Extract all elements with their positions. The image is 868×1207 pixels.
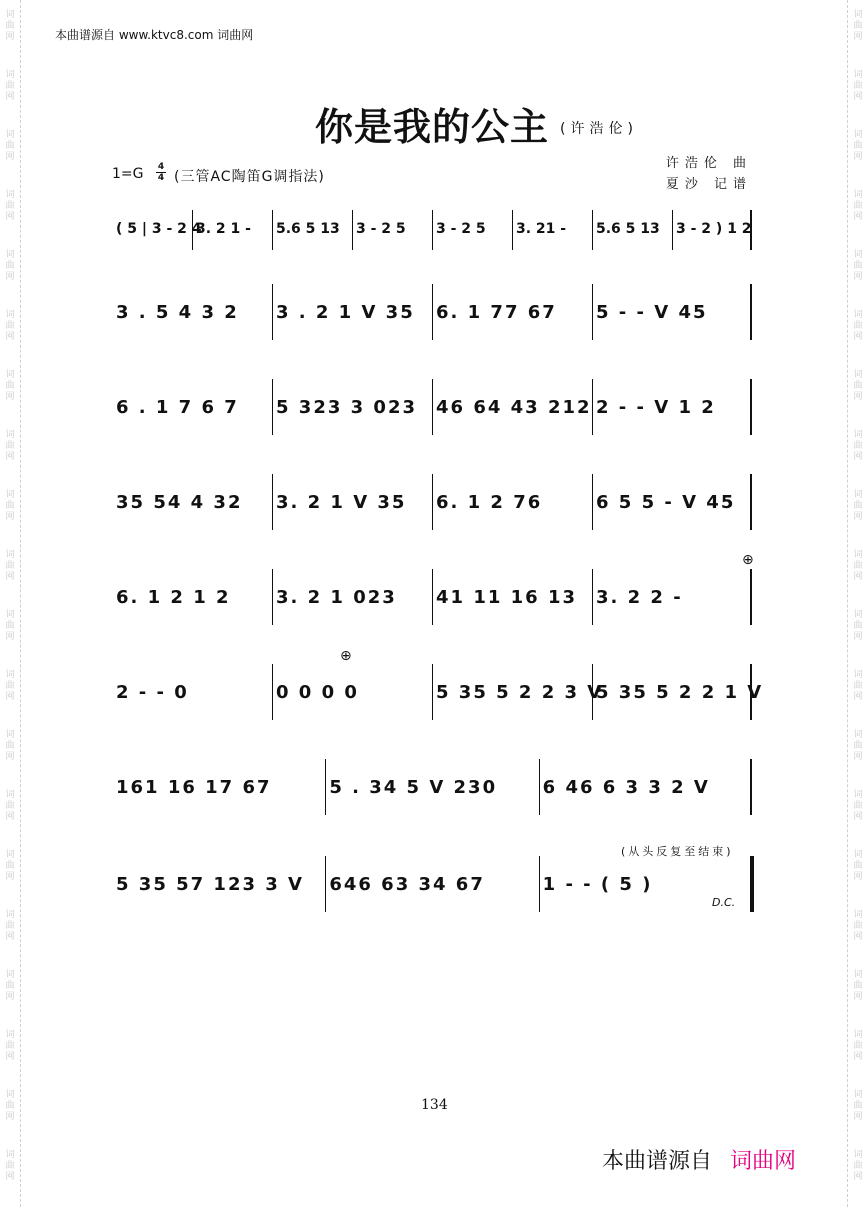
barline bbox=[512, 210, 513, 250]
measure: 3 - 2 ) 1 2 bbox=[676, 221, 752, 237]
meter-bottom: 4 bbox=[157, 173, 165, 183]
measure: 3. 2 1 V 35 bbox=[276, 492, 407, 513]
system-end-barline bbox=[750, 474, 752, 530]
system-end-barline bbox=[750, 569, 752, 625]
margin-watermark: 词 曲 网 bbox=[853, 1150, 863, 1182]
system-end-barline bbox=[750, 856, 754, 912]
measure: 6. 1 77 67 bbox=[436, 302, 557, 323]
margin-watermark: 词 曲 网 bbox=[853, 190, 863, 222]
measure: 35 54 4 32 bbox=[116, 492, 243, 513]
margin-watermark: 词 曲 网 bbox=[853, 910, 863, 942]
repeat-instruction: (从头反复至结束) bbox=[621, 845, 734, 858]
measure: 2 - - 0 bbox=[116, 682, 189, 703]
measure: 3 - 2 5 bbox=[356, 221, 406, 237]
margin-watermark: 词 曲 网 bbox=[853, 250, 863, 282]
composer-credit: 许浩伦 曲 bbox=[665, 156, 752, 171]
measure: 46 64 43 212 bbox=[436, 397, 592, 418]
page-number: 134 bbox=[421, 1097, 448, 1113]
footer-credit bbox=[602, 1144, 796, 1175]
da-capo-mark: D.C. bbox=[712, 896, 736, 909]
measure: 5 . 34 5 V 230 bbox=[329, 777, 498, 798]
barline bbox=[592, 664, 593, 720]
margin-watermark: 词 曲 网 bbox=[853, 850, 863, 882]
measure: 5 323 3 023 bbox=[276, 397, 417, 418]
measure: 6 5 5 - V 45 bbox=[596, 492, 736, 513]
song-title: 你是我的公主 bbox=[315, 104, 550, 149]
margin-watermark: 词 曲 网 bbox=[5, 670, 15, 702]
title-artist-note: (许浩伦) bbox=[560, 121, 638, 137]
key-signature: 1=G bbox=[112, 166, 144, 182]
barline bbox=[432, 379, 433, 435]
measure: 0 0 0 0 bbox=[276, 682, 359, 703]
measure: 5 - - V 45 bbox=[596, 302, 708, 323]
margin-watermark: 词 曲 网 bbox=[853, 70, 863, 102]
measure: 6 . 1 7 6 7 bbox=[116, 397, 239, 418]
transcriber-credit: 夏沙 记谱 bbox=[665, 177, 752, 192]
system-end-barline bbox=[750, 664, 752, 720]
margin-watermark: 词 曲 网 bbox=[5, 370, 15, 402]
barline bbox=[432, 284, 433, 340]
margin-watermark: 词 曲 网 bbox=[5, 850, 15, 882]
barline bbox=[272, 664, 273, 720]
footer-text: 本曲谱源自 bbox=[602, 1149, 713, 1174]
margin-watermark: 词 曲 网 bbox=[853, 1030, 863, 1062]
system-end-barline bbox=[750, 759, 752, 815]
barline bbox=[432, 474, 433, 530]
barline bbox=[592, 474, 593, 530]
source-line: 本曲谱源自 www.ktvc8.com 词曲网 bbox=[55, 28, 254, 42]
margin-watermark: 词 曲 网 bbox=[5, 910, 15, 942]
system-end-barline bbox=[750, 379, 752, 435]
measure: 3. 21 - bbox=[516, 221, 567, 237]
barline bbox=[592, 210, 593, 250]
measure: 3. 2 1 - bbox=[196, 221, 251, 237]
measure: 5 35 5 2 2 3 V bbox=[436, 682, 604, 703]
margin-watermark: 词 曲 网 bbox=[5, 970, 15, 1002]
margin-watermark: 词 曲 网 bbox=[5, 490, 15, 522]
margin-watermark: 词 曲 网 bbox=[853, 310, 863, 342]
measure: 6. 1 2 76 bbox=[436, 492, 543, 513]
footer-brand: 词曲网 bbox=[730, 1149, 797, 1174]
measure: 3 . 5 4 3 2 bbox=[116, 302, 239, 323]
margin-watermark: 词 曲 网 bbox=[853, 130, 863, 162]
barline bbox=[592, 284, 593, 340]
margin-watermark: 词 曲 网 bbox=[5, 610, 15, 642]
barline bbox=[672, 210, 673, 250]
margin-watermark: 词 曲 网 bbox=[5, 70, 15, 102]
measure: 3. 2 1 023 bbox=[276, 587, 397, 608]
barline bbox=[272, 569, 273, 625]
meter-top: 4 bbox=[157, 162, 165, 172]
margin-watermark: 词 曲 网 bbox=[853, 730, 863, 762]
measure: 5.6 5 13 bbox=[276, 221, 340, 237]
barline bbox=[325, 856, 326, 912]
left-margin-watermark-strip bbox=[0, 0, 21, 1207]
measure: 5 35 57 123 3 V bbox=[116, 874, 304, 895]
barline bbox=[592, 379, 593, 435]
margin-watermark: 词 曲 网 bbox=[5, 790, 15, 822]
coda-sign: ⊕ bbox=[340, 648, 352, 664]
measure: 1 - - ( 5 ) bbox=[542, 874, 653, 895]
barline bbox=[539, 856, 540, 912]
barline bbox=[325, 759, 326, 815]
measure: ( 5 | 3 - 2 4 bbox=[116, 221, 202, 237]
barline bbox=[272, 474, 273, 530]
barline bbox=[352, 210, 353, 250]
barline bbox=[592, 569, 593, 625]
fingering-note: (三管AC陶笛G调指法) bbox=[174, 169, 325, 185]
barline bbox=[272, 379, 273, 435]
measure: 3 - 2 5 bbox=[436, 221, 486, 237]
barline bbox=[272, 210, 273, 250]
margin-watermark: 词 曲 网 bbox=[853, 10, 863, 42]
margin-watermark: 词 曲 网 bbox=[5, 130, 15, 162]
margin-watermark: 词 曲 网 bbox=[5, 430, 15, 462]
margin-watermark: 词 曲 网 bbox=[853, 1090, 863, 1122]
barline bbox=[539, 759, 540, 815]
system-end-barline bbox=[750, 284, 752, 340]
barline bbox=[192, 210, 193, 250]
margin-watermark: 词 曲 网 bbox=[853, 610, 863, 642]
measure: 5.6 5 13 bbox=[596, 221, 660, 237]
measure: 5 35 5 2 2 1 V bbox=[596, 682, 764, 703]
margin-watermark: 词 曲 网 bbox=[5, 1030, 15, 1062]
margin-watermark: 词 曲 网 bbox=[853, 430, 863, 462]
measure: 2 - - V 1 2 bbox=[596, 397, 716, 418]
time-signature bbox=[156, 162, 166, 183]
margin-watermark: 词 曲 网 bbox=[5, 310, 15, 342]
margin-watermark: 词 曲 网 bbox=[853, 490, 863, 522]
margin-watermark: 词 曲 网 bbox=[853, 670, 863, 702]
margin-watermark: 词 曲 网 bbox=[853, 970, 863, 1002]
measure: 161 16 17 67 bbox=[116, 777, 272, 798]
measure: 6 46 6 3 3 2 V bbox=[542, 777, 710, 798]
margin-watermark: 词 曲 网 bbox=[853, 550, 863, 582]
right-margin-watermark-strip bbox=[847, 0, 868, 1207]
barline bbox=[432, 664, 433, 720]
margin-watermark: 词 曲 网 bbox=[5, 1150, 15, 1182]
coda-sign: ⊕ bbox=[742, 552, 754, 568]
margin-watermark: 词 曲 网 bbox=[5, 730, 15, 762]
measure: 41 11 16 13 bbox=[436, 587, 577, 608]
margin-watermark: 词 曲 网 bbox=[5, 10, 15, 42]
margin-watermark: 词 曲 网 bbox=[853, 790, 863, 822]
margin-watermark: 词 曲 网 bbox=[853, 370, 863, 402]
margin-watermark: 词 曲 网 bbox=[5, 190, 15, 222]
margin-watermark: 词 曲 网 bbox=[5, 250, 15, 282]
measure: 6. 1 2 1 2 bbox=[116, 587, 231, 608]
margin-watermark: 词 曲 网 bbox=[5, 1090, 15, 1122]
measure: 3. 2 2 - bbox=[596, 587, 683, 608]
system-end-barline bbox=[750, 210, 752, 250]
measure: 646 63 34 67 bbox=[329, 874, 485, 895]
barline bbox=[432, 569, 433, 625]
measure: 3 . 2 1 V 35 bbox=[276, 302, 415, 323]
barline bbox=[272, 284, 273, 340]
barline bbox=[432, 210, 433, 250]
margin-watermark: 词 曲 网 bbox=[5, 550, 15, 582]
